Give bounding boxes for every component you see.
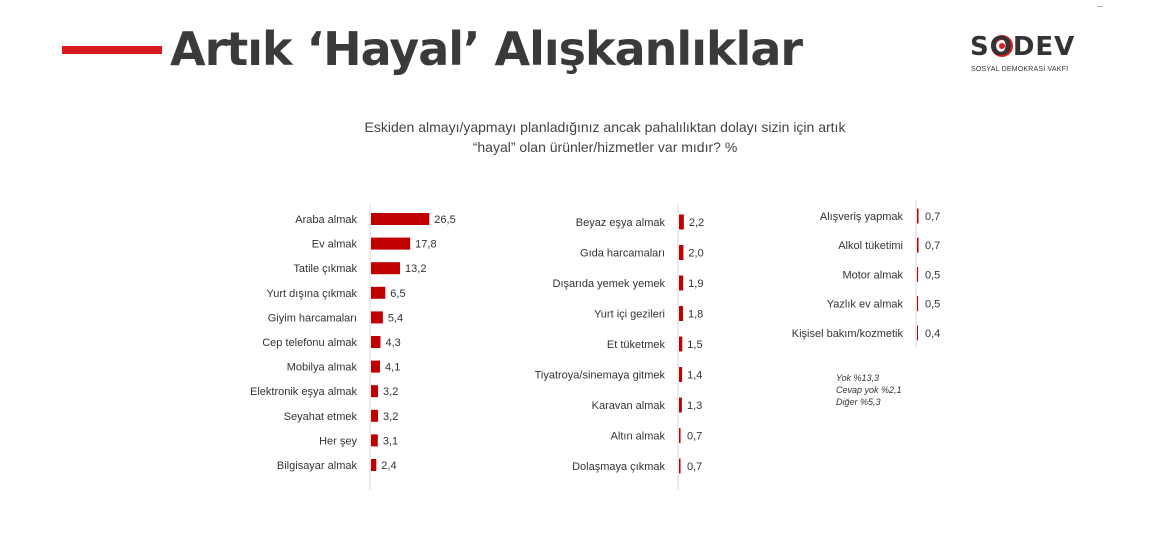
value-label: 13,2	[405, 263, 427, 276]
category-label: Cep telefonu almak	[262, 337, 357, 349]
notes	[836, 372, 902, 408]
value-label: 1,3	[687, 400, 703, 412]
category-label: Tatile çıkmak	[293, 263, 357, 276]
bar	[371, 213, 429, 225]
category-label: Kişisel bakım/kozmetik	[791, 327, 903, 340]
value-label: 26,5	[434, 214, 456, 226]
value-label: 1,8	[687, 308, 704, 321]
bar	[371, 410, 378, 422]
note-item: Cevap yok %2,1	[836, 385, 902, 395]
category-label: Gıda harcamaları	[580, 247, 665, 260]
corner-mark	[1097, 6, 1103, 7]
category-label: Elektronik eşya almak	[250, 386, 357, 399]
category-label: Seyahat etmek	[283, 410, 357, 423]
bar	[371, 385, 378, 397]
value-label: 0,7	[687, 430, 703, 443]
page-title: Artık ‘Hayal’ Alışkanlıklar	[170, 22, 803, 76]
category-label: Mobilya almak	[286, 361, 357, 374]
category-label: Bilgisayar almak	[276, 460, 357, 472]
bar	[679, 245, 683, 260]
bar	[371, 459, 376, 471]
bar	[679, 428, 681, 443]
value-label: 17,8	[415, 238, 437, 251]
value-label: 0,5	[925, 269, 941, 282]
category-label: Giyim harcamaları	[267, 312, 357, 325]
category-label: Yazlık ev almak	[826, 298, 903, 311]
category-label: Alışveriş yapmak	[819, 211, 903, 223]
value-label: 3,2	[383, 386, 399, 399]
bar	[679, 215, 684, 230]
bar	[679, 337, 682, 352]
bar	[371, 311, 383, 323]
sodev-logo	[970, 32, 1088, 84]
chart-column-1	[200, 205, 500, 490]
category-label: Motor almak	[842, 269, 903, 282]
question-line-2: “hayal” olan ürünler/hizmetler var mıdır? %	[472, 139, 738, 155]
bar	[371, 434, 378, 446]
category-label: Karavan almak	[591, 400, 665, 412]
value-label: 1,9	[688, 278, 704, 290]
note-item: Diğer %5,3	[836, 397, 881, 407]
category-label: Et tüketmek	[606, 339, 665, 351]
category-label: Altın almak	[610, 430, 665, 443]
category-label: Her şey	[319, 435, 357, 448]
value-label: 0,4	[925, 327, 941, 340]
value-label: 3,1	[382, 435, 399, 448]
category-label: Tiyatroya/sinemaya gitmek	[534, 369, 665, 382]
value-label: 6,5	[390, 287, 406, 300]
bar	[917, 238, 919, 253]
value-label: 0,5	[925, 298, 941, 311]
bar	[679, 276, 683, 291]
value-label: 3,2	[383, 410, 399, 423]
bar	[371, 287, 385, 299]
value-label: 4,3	[385, 337, 401, 349]
value-label: 0,7	[925, 240, 941, 253]
category-label: Alkol tüketimi	[838, 240, 903, 253]
bar	[917, 296, 918, 311]
survey-question	[300, 117, 910, 157]
category-label: Beyaz eşya almak	[575, 217, 665, 229]
value-label: 2,4	[381, 460, 397, 472]
bar	[371, 262, 400, 274]
category-label: Ev almak	[311, 238, 357, 251]
logo-wordmark: SODEV	[970, 32, 1076, 62]
category-label: Araba almak	[295, 214, 357, 226]
bar	[917, 209, 919, 224]
bar	[679, 306, 683, 321]
bar	[371, 336, 380, 348]
bar	[917, 267, 918, 282]
note-item: Yok %13,3	[836, 373, 880, 383]
category-label: Yurt dışına çıkmak	[266, 287, 357, 300]
value-label: 1,4	[687, 369, 703, 382]
category-label: Dolaşmaya çıkmak	[572, 461, 665, 473]
bar	[917, 325, 918, 340]
category-label: Yurt içi gezileri	[594, 308, 665, 321]
question-line-1: Eskiden almayı/yapmayı planladığınız ancak pahalılıktan dolayı sizin için artık	[364, 119, 846, 135]
logo-subtitle: SOSYAL DEMOKRASİ VAKFI	[971, 66, 1069, 73]
chart-column-3	[760, 200, 960, 350]
bar	[679, 367, 682, 382]
value-label: 1,5	[687, 339, 703, 351]
bar	[371, 361, 380, 373]
bar	[679, 459, 681, 474]
value-label: 2,2	[688, 217, 705, 229]
value-label: 5,4	[387, 312, 404, 325]
bar	[679, 398, 682, 413]
value-label: 4,1	[385, 361, 401, 374]
bar	[371, 238, 410, 250]
title-accent-bar	[62, 46, 162, 54]
value-label: 0,7	[925, 211, 941, 223]
value-label: 0,7	[687, 461, 703, 473]
category-label: Dışarıda yemek yemek	[552, 278, 665, 290]
value-label: 2,0	[688, 247, 704, 260]
chart-column-2	[500, 205, 730, 490]
